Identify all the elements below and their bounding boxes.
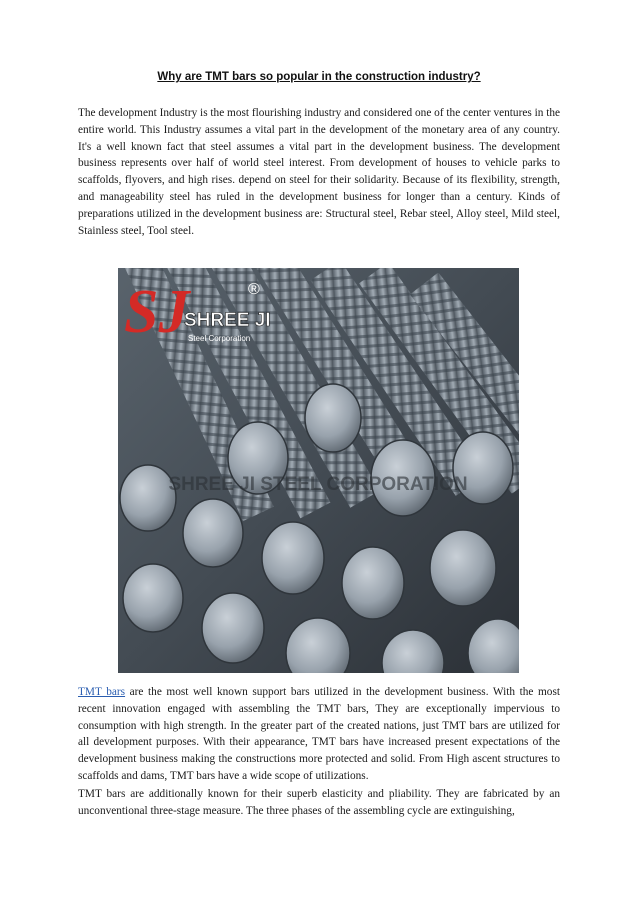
tmt-bars-link[interactable]: TMT bars <box>78 686 126 698</box>
tmt-bars-photo <box>118 268 519 673</box>
elasticity-paragraph: TMT bars are additionally known for their superb elasticity and pliability. They are fabricated by an unconventional three-stage measure. The three phases of the assembling cycle are extinguishing, <box>78 788 560 817</box>
intro-paragraph: The development Industry is the most flourishing industry and considered one of the center ventures in the entire world. This Industry assumes a vital part in the development of the monetary area of any country. It's a well known fact that steel assumes a vital part in the development business. The development business represents over half of world steel interest. From development of houses to vehicle parks to scaffolds, flyovers, and high rises. depend on steel for their solidarity. Because of its flexibility, strength, and manageability steel has ruled in the development business for longer than a century. Kinds of preparations utilized in the development business are: Structural steel, Rebar steel, Alloy steel, Mild steel, Stainless steel, Tool steel. <box>78 107 560 237</box>
logo-registered-mark: ® <box>248 281 260 298</box>
logo-letters: SJ <box>124 278 190 346</box>
tmt-bars-paragraph-text: are the most well known support bars utilized in the development business. With the most recent innovation engaged with assembling the TMT bars, They are exceptionally impervious to consumption with high strength. In the greater part of the created nations, just TMT bars are utilized for all development purposes. With their appearance, TMT bars have increased present expectations of the development business making the constructions more protected and solid. From High ascent structures to scaffolds and dams, TMT bars have a wide scope of utilizations. <box>78 686 560 782</box>
watermark-text: SHREE JI STEEL CORPORATION <box>168 474 468 495</box>
tmt-bars-paragraph <box>78 684 560 785</box>
logo-subtitle: Steel Corporation <box>188 334 251 343</box>
document-title: Why are TMT bars so popular in the construction industry? <box>157 71 481 83</box>
shree-ji-logo <box>118 268 278 346</box>
logo-brand-name: SHREE JI <box>184 310 271 331</box>
